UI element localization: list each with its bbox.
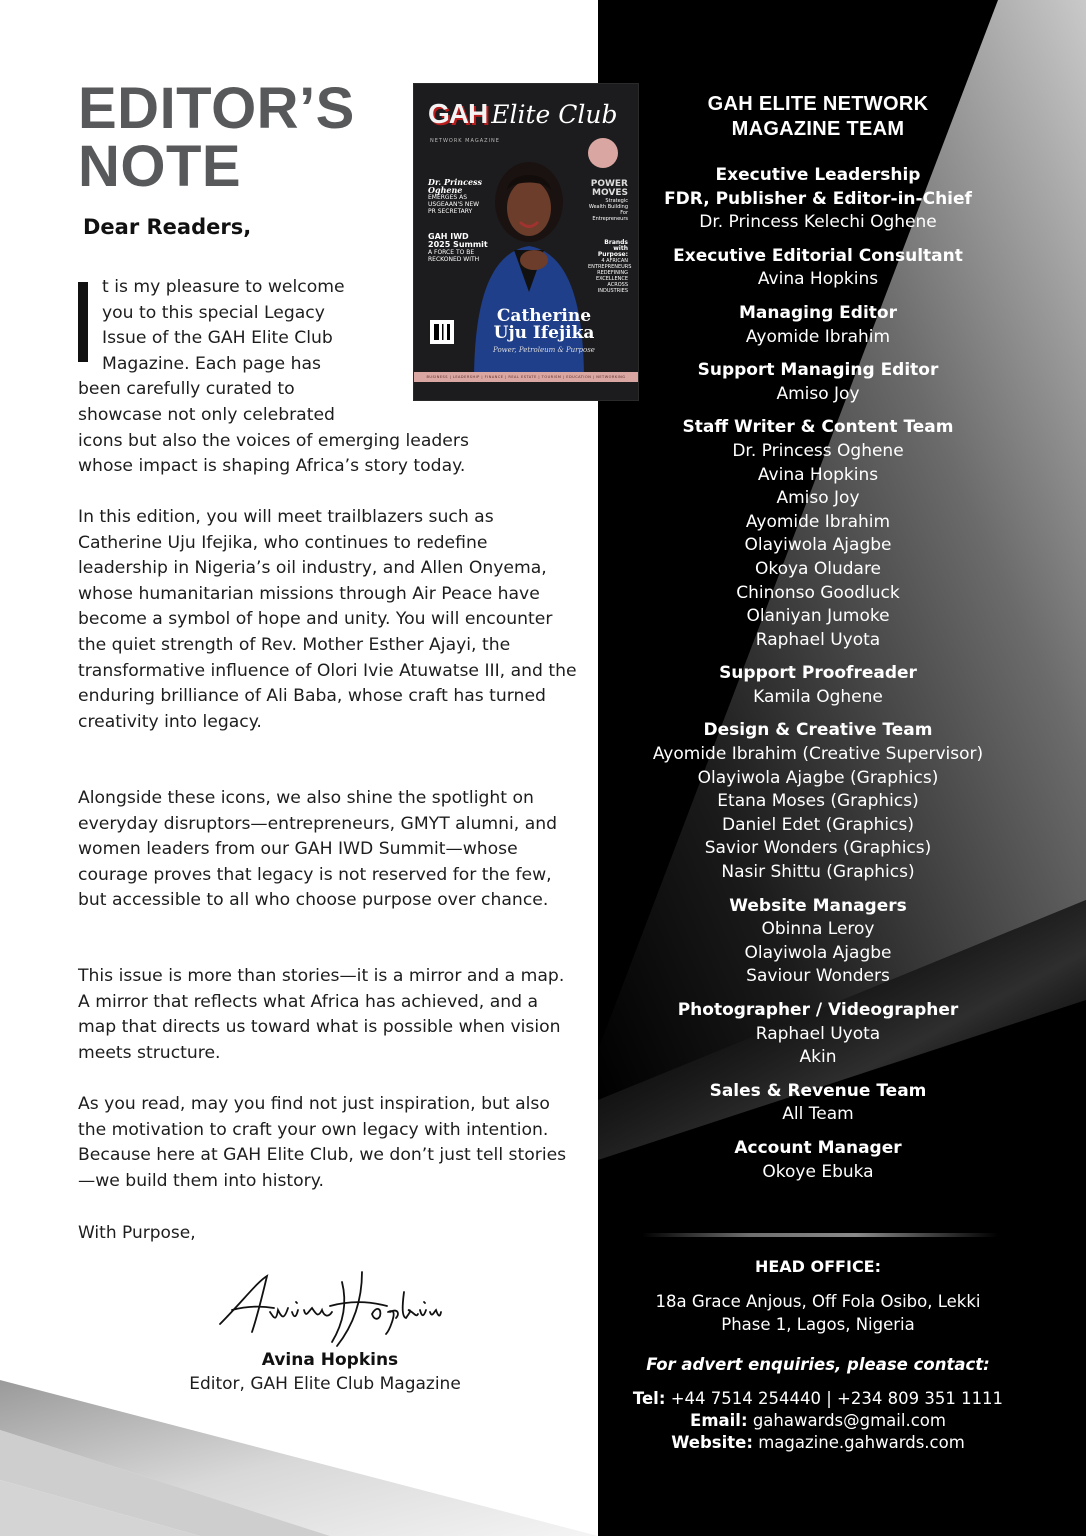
cover-brand-name: Elite Club [491,100,618,129]
address-line: Phase 1, Lagos, Nigeria [721,1315,915,1334]
team-role-block [620,662,1016,709]
team-member: Saviour Wonders [746,966,890,987]
handwritten-signature [212,1262,442,1352]
magazine-cover-image [414,84,638,400]
cover-headline [474,308,614,342]
cover-tagline: NETWORK MAGAZINE [430,138,500,144]
email-line [620,1410,1016,1432]
head-office-label: HEAD OFFICE: [754,1257,882,1276]
paragraph-inspiration: As you read, may you find not just inspiration, but also the motivation to craft your own legacy with intention. Because here at GAH Elite Club, we don’t just tell stories—we build them into history. [78,1094,567,1191]
team-role-block [620,302,1016,349]
cover-category-text: BUSINESS | LEADERSHIP | FINANCE | REAL ESTATE | TOURISM | EDUCATION | NETWORKING [426,375,626,379]
team-member: Raphael Uyota [755,629,881,650]
signature-name: Avina Hopkins [261,1350,399,1370]
drop-cap-bar [78,282,88,362]
team-member: Ayomide Ibrahim (Creative Supervisor) [652,744,984,765]
team-member: Avina Hopkins [757,464,879,485]
team-role: Account Manager [734,1137,902,1158]
cover-name-line1: Catherine [496,306,592,326]
cover-category-band [414,372,638,382]
title-line-1: EDITOR’S [78,76,355,141]
cover-qr-code [430,320,454,344]
team-member: Raphael Uyota [755,1023,881,1044]
cover-right-heading2: Brands with Purpose: [597,239,628,258]
cover-feature2-text: A FORCE TO BE RECKONED WITH [428,249,480,263]
team-member: Amiso Joy [776,383,860,404]
team-member: Kamila Oghene [753,686,883,707]
intro-line: you to this special Legacy [102,302,325,323]
team-member: Dr. Princess Kelechi Oghene [699,212,937,233]
team-role: Executive Leadership [715,165,921,185]
team-role-block [620,188,1016,235]
team-member: Daniel Edet (Graphics) [722,814,914,835]
cover-right-heading: POWER MOVES [590,179,628,198]
website-line [620,1432,1016,1454]
team-role-block [620,164,1016,188]
team-member: Savior Wonders (Graphics) [704,838,932,859]
intro-line: showcase not only celebrated [78,404,335,425]
team-role-block [620,895,1016,989]
team-member: Okoya Oludare [754,558,882,579]
website-link[interactable]: magazine.gahwards.com [758,1433,965,1452]
team-member: Dr. Princess Oghene [732,440,904,461]
paragraph-mirror-map: This issue is more than stories—it is a mirror and a map. A mirror that reflects what Africa has achieved, and a map that directs us toward what is possible when vision meets structure. [78,966,565,1063]
cover-subtitle: Power, Petroleum & Purpose [493,346,595,354]
intro-line: Issue of the GAH Elite Club [102,328,333,349]
team-role: Sales & Revenue Team [709,1080,927,1101]
paragraph-trailblazers: In this edition, you will meet trailblazers such as Catherine Uju Ifejika, who continues to redefine leadership in Nigeria’s oil industry, and Allen Onyema, whose humanitarian missions through Air Peace have become a symbol of hope and unity. You will encounter the quiet strength of Rev. Mother Esther Ajayi, the transformative influence of Olori Ivie Atuwatse III, and the enduring brilliance of Ali Baba, whose craft has turned creativity into legacy. [78,507,577,732]
signature-title: Editor, GAH Elite Club Magazine [189,1374,461,1394]
cover-brand [428,98,618,130]
team-role-block [620,719,1016,884]
team-role-block [620,359,1016,406]
page-title [78,76,355,199]
contact-details [620,1388,1016,1454]
team-title-line2: MAGAZINE TEAM [731,118,905,140]
team-role: Support Managing Editor [697,360,939,381]
team-title [620,92,1016,142]
team-member: Olaniyan Jumoke [746,606,890,627]
team-role-block [620,1137,1016,1184]
team-member: Olayiwola Ajagbe [744,535,892,556]
cover-feature2-title: GAH IWD 2025 Summit [428,232,488,249]
team-role-block [620,999,1016,1070]
email-link[interactable]: gahawards@gmail.com [752,1411,946,1430]
cover-name-line2: Uju Ifejika [493,323,595,343]
team-role: Managing Editor [739,302,897,323]
salutation: Dear Readers, [83,215,252,239]
cover-left-features [428,178,488,263]
team-role: Support Proofreader [719,663,917,684]
intro-line: been carefully curated to [78,379,295,400]
team-role: Website Managers [729,895,907,916]
team-member: Okoye Ebuka [762,1161,874,1182]
address-line: 18a Grace Anjous, Off Fola Osibo, Lekki [655,1292,981,1311]
intro-line: whose impact is shaping Africa’s story today. [78,456,466,477]
team-role: Executive Editorial Consultant [673,245,963,266]
team-list [620,92,1016,1194]
advert-enquiries: For advert enquiries, please contact: [646,1355,990,1374]
team-role-block [620,416,1016,652]
team-member: Avina Hopkins [757,269,879,290]
telephone-line [620,1388,1016,1410]
cover-brand-mark: GAH [428,98,488,129]
team-role: FDR, Publisher & Editor-in-Chief [664,188,972,209]
email-label: Email: [690,1411,748,1430]
team-member: Olayiwola Ajagbe [744,942,892,963]
section-divider [642,1233,998,1237]
closing-line: With Purpose, [78,1223,196,1243]
intro-line: t is my pleasure to welcome [102,277,345,297]
tel-label: Tel: [632,1389,666,1408]
team-member: All Team [782,1104,854,1125]
cover-feature-text: EMERGES AS USGEAAN'S NEW PR SECRETARY [428,194,480,215]
team-member: Chinonso Goodluck [736,582,900,603]
team-member: Amiso Joy [776,488,860,509]
team-member: Etana Moses (Graphics) [717,791,919,812]
title-line-2: NOTE [78,134,242,199]
intro-line: icons but also the voices of emerging leaders [78,430,469,451]
team-member: Ayomide Ibrahim [745,326,891,347]
team-role: Design & Creative Team [703,720,933,741]
team-member: Akin [799,1047,837,1068]
cover-feature-name: Dr. Princess Oghene [428,177,483,195]
team-role: Photographer / Videographer [677,1000,959,1020]
paragraph-disruptors: Alongside these icons, we also shine the spotlight on everyday disruptors—entrepreneurs, GMYT alumni, and women leaders from our GAH IWD Summit—whose courage proves that legacy is not reserved for the few, but accessible to all who choose purpose over chance. [78,788,558,911]
team-sections [620,164,1016,1184]
intro-line: Magazine. Each page has [102,353,321,374]
website-label: Website: [671,1433,753,1452]
team-title-line1: GAH ELITE NETWORK [707,93,929,115]
cover-right-text: Strategic Wealth Building For Entrepreneurs [588,198,628,222]
team-member: Obinna Leroy [761,919,875,940]
team-role-block [620,245,1016,292]
team-member: Ayomide Ibrahim [745,511,891,532]
cover-right-text2: 4 AFRICAN ENTREPRENEURS REDEFINING EXCELLENCE ACROSS INDUSTRIES [588,258,632,294]
gray-swoosh-decoration [0,1370,598,1536]
team-role-block [620,1080,1016,1127]
head-office-address [620,1290,1016,1336]
tel-value[interactable]: +44 7514 254440 | +234 809 351 1111 [670,1389,1004,1408]
team-role: Staff Writer & Content Team [682,417,954,438]
team-member: Olayiwola Ajagbe (Graphics) [697,767,939,788]
team-member: Nasir Shittu (Graphics) [721,862,915,883]
